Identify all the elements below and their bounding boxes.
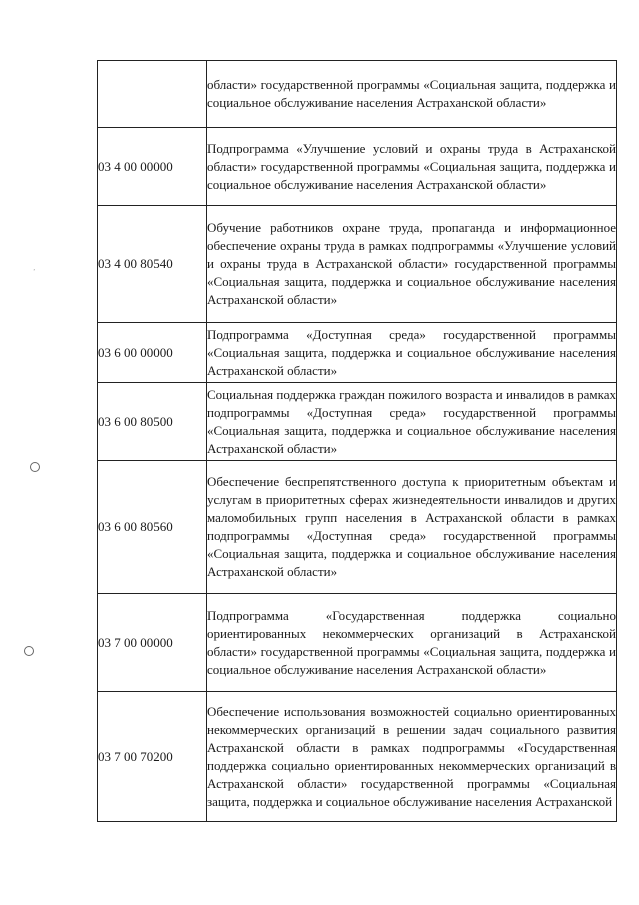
description-cell: Обеспечение беспрепятственного доступа к приоритетным объектам и услугам в приоритетных сферах жизнедеятельности инвалидов и других маломобильных групп населения в Астраханской области в рамках подпрограммы «Доступная среда» государственной программы «Социальная защита, поддержка и социальное обслуживание населения Астраханской области» <box>207 461 617 594</box>
code-cell: 03 6 00 80500 <box>98 383 207 461</box>
description-cell: Подпрограмма «Государственная поддержка социально ориентированных некоммерческих организаций в Астраханской области» государственной программы «Социальная защита, поддержка и социальное обслуживание населения Астраханской области» <box>207 594 617 692</box>
table-row <box>98 692 617 822</box>
budget-code-table <box>97 60 617 822</box>
code-cell: 03 4 00 00000 <box>98 128 207 206</box>
description-cell: области» государственной программы «Социальная защита, поддержка и социальное обслуживание населения Астраханской области» <box>207 61 617 128</box>
code-cell: 03 6 00 80560 <box>98 461 207 594</box>
table-row <box>98 594 617 692</box>
table-row <box>98 206 617 323</box>
scan-speck: ʼ <box>33 268 36 276</box>
punch-hole <box>30 462 40 472</box>
description-cell: Социальная поддержка граждан пожилого возраста и инвалидов в рамках подпрограммы «Доступная среда» государственной программы «Социальная защита, поддержка и социальное обслуживание населения Астраханской области» <box>207 383 617 461</box>
table-row <box>98 323 617 383</box>
table-row <box>98 128 617 206</box>
table-row <box>98 383 617 461</box>
table-row <box>98 61 617 128</box>
code-cell: 03 4 00 80540 <box>98 206 207 323</box>
description-cell: Обучение работников охране труда, пропаганда и информационное обеспечение охраны труда в рамках подпрограммы «Улучшение условий и охраны труда в Астраханской области» государственной программы «Социальная защита, поддержка и социальное обслуживание населения Астраханской области» <box>207 206 617 323</box>
description-cell: Обеспечение использования возможностей социально ориентированных некоммерческих организаций в решении задач социального развития Астраханской области в рамках подпрограммы «Государственная поддержка социально ориентированных некоммерческих организаций в Астраханской области» государственной программы «Социальная защита, поддержка и социальное обслуживание населения Астраханской <box>207 692 617 822</box>
code-cell <box>98 61 207 128</box>
punch-hole <box>24 646 34 656</box>
description-cell: Подпрограмма «Улучшение условий и охраны труда в Астраханской области» государственной программы «Социальная защита, поддержка и социальное обслуживание населения Астраханской области» <box>207 128 617 206</box>
description-cell: Подпрограмма «Доступная среда» государственной программы «Социальная защита, поддержка и социальное обслуживание населения Астраханской области» <box>207 323 617 383</box>
code-cell: 03 7 00 70200 <box>98 692 207 822</box>
table-row <box>98 461 617 594</box>
code-cell: 03 7 00 00000 <box>98 594 207 692</box>
code-cell: 03 6 00 00000 <box>98 323 207 383</box>
